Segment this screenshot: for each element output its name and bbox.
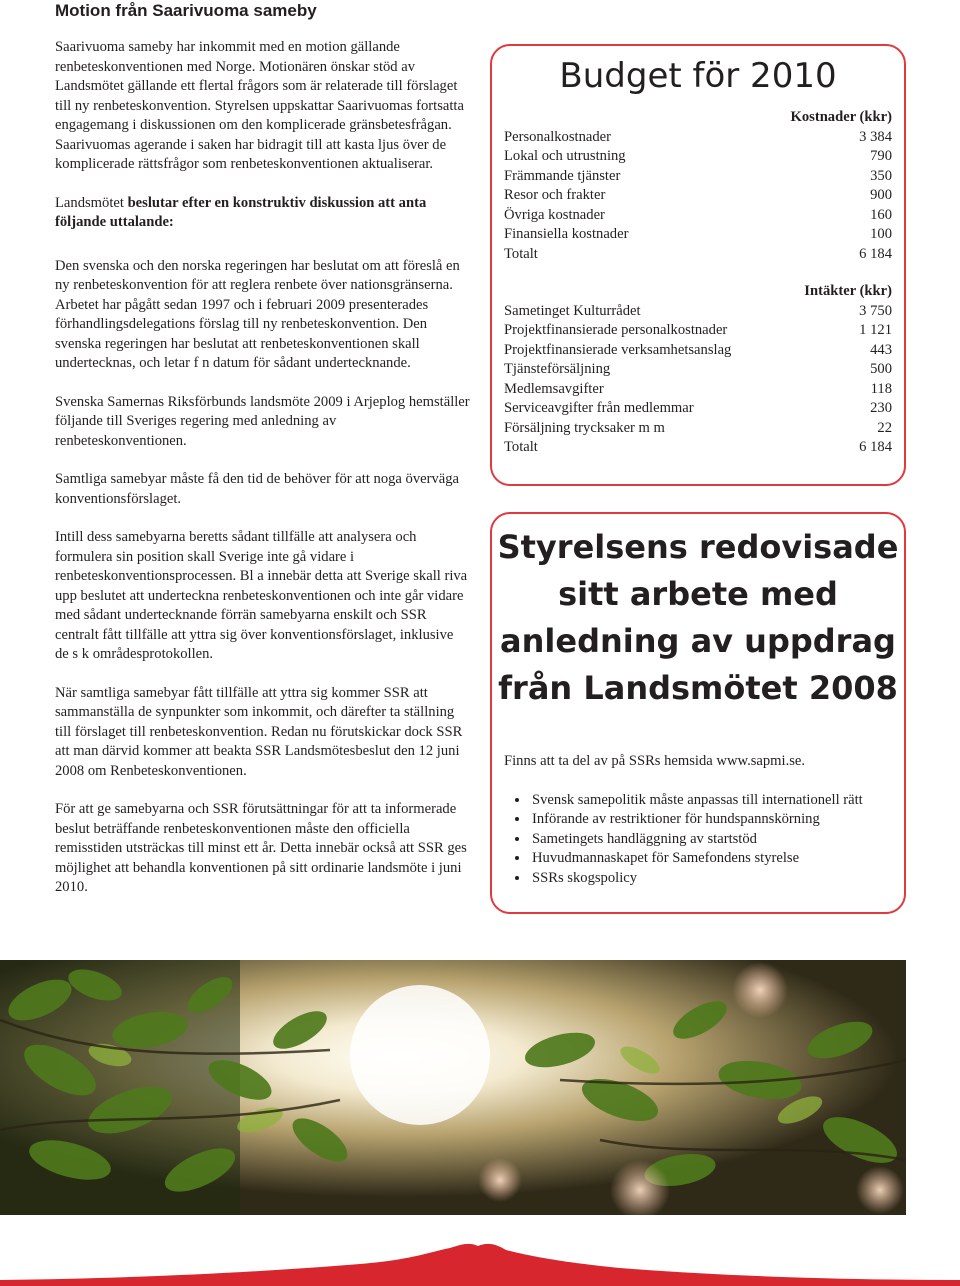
- income-row: [504, 321, 892, 341]
- page-heading: Motion från Saarivuoma sameby: [55, 1, 317, 20]
- styrelse-list: [504, 791, 892, 889]
- paragraph-request: Svenska Samernas Riksförbunds landsmöte 2009 i Arjeplog hemställer följande till Sveriges regering med anledning av renbeteskonventionen.: [55, 393, 470, 449]
- paragraph-motion: Saarivuoma sameby har inkommit med en motion gällande renbeteskonventionen med Norge. Motionären önskar stöd av Landsmötet gällande ett flertal frågors som är relaterade till förslaget till ny renbeteskonvention. Styrelsen uppskattar Saarivuomas fortsatta engagemang i diskussionen om den komplicerade gränsbetesfrågan. Saarivuomas agerande i saken har bidragit till att kasta ljus över de komplicerade rättsfrågor som renbeteskonventionen aktualiserar.: [55, 39, 464, 172]
- paragraph-time: Samtliga samebyar måste få den tid de behöver för att noga överväga konventionsförslaget.: [55, 471, 460, 507]
- paragraph-statement: Den svenska och den norska regeringen har beslutat om att föreslå en ny renbeteskonvention för att reglera renbete över nationsgränserna. Arbetet har pågått sedan 1997 och i februari 2009 presenterades förhandlingsdelegations förslag till ny renbeteskonvention. Den svenska regeringen har beslutat att renbeteskonventionen skall undertecknas, och letar f n datum för sådant undertecknande.: [55, 257, 460, 371]
- income-label: Projektfinansierade verksamhetsanslag: [504, 341, 732, 358]
- costs-row: [504, 147, 892, 167]
- mountain-logo-icon: [0, 1240, 960, 1286]
- list-item: • Sametingets handläggning av startstöd: [530, 830, 892, 850]
- costs-value: 900: [870, 187, 892, 203]
- income-row: [504, 419, 892, 439]
- income-label: Försäljning trycksaker m m: [504, 419, 665, 436]
- styrelse-intro: Finns att ta del av på SSRs hemsida www.sapmi.se.: [504, 753, 806, 769]
- costs-value: 350: [870, 167, 892, 184]
- styrelse-box: [490, 512, 906, 914]
- costs-value: 6 184: [859, 245, 892, 262]
- income-row: [504, 399, 892, 419]
- income-value: 230: [870, 400, 892, 416]
- costs-value: 100: [870, 226, 892, 242]
- income-header: Intäkter (kkr): [804, 283, 892, 299]
- paragraph-remiss: För att ge samebyarna och SSR förutsättningar för att ta informerade beslut beträffande renbeteskonventionen måste den officiella remisstiden utsträckas till minst ett år. Detta innebär också att SSR ges möjlighet att behandla konventionen på sitt ordinarie landsmöte i juni 2010.: [55, 801, 467, 895]
- costs-value: 160: [870, 206, 892, 223]
- styrelse-body: [504, 752, 892, 888]
- costs-row: [504, 245, 892, 265]
- income-label: Sametinget Kulturrådet: [504, 302, 641, 319]
- costs-table: [504, 108, 892, 264]
- income-value: 1 121: [859, 322, 892, 338]
- costs-label: Övriga kostnader: [504, 206, 605, 223]
- costs-label: Resor och frakter: [504, 187, 606, 203]
- left-column: [55, 38, 470, 917]
- sunlit-leaves-photo: [0, 960, 906, 1215]
- paragraph-decision: Landsmötet beslutar efter en konstruktiv diskussion att anta följande uttalande:: [55, 194, 427, 230]
- costs-row: [504, 206, 892, 226]
- costs-label: Personalkostnader: [504, 128, 611, 145]
- costs-label: Finansiella kostnader: [504, 226, 629, 242]
- budget-title: Budget för 2010: [559, 56, 837, 96]
- costs-label: Totalt: [504, 245, 538, 262]
- paragraph-process: Intill dess samebyarna beretts sådant tillfälle att analysera och formulera sin position skall Sverige inte gå vidare i renbeteskonventionsprocessen. Bl a innebär detta att Sverige skall riva upp beslutet att underteckna renbeteskonventionen och inte går vidare med sådant undertecknande förrän samebyarna enskilt och SSR centralt fått tillfälle att yttra sig över konventionsförslaget, inklusive de s k områdesprotokollen.: [55, 529, 468, 662]
- costs-value: 790: [870, 148, 892, 164]
- income-value: 443: [870, 341, 892, 358]
- income-label: Medlemsavgifter: [504, 380, 604, 397]
- list-item: • Huvudmannaskapet för Samefondens styrelse: [530, 849, 892, 869]
- income-label: Totalt: [504, 439, 538, 455]
- costs-row: [504, 128, 892, 148]
- costs-header: Kostnader (kkr): [790, 109, 892, 125]
- costs-row: [504, 225, 892, 245]
- income-value: 6 184: [859, 439, 892, 455]
- paragraph-compile: När samtliga samebyar fått tillfälle att yttra sig kommer SSR att sammanställa de synpunkter som inkommit, och därefter ta ställning till förslaget till renbeteskonvention. Redan nu förutskickar dock SSR att man därvid kommer att beakta SSR Landsmötesbeslut den 12 juni 2008 om Renbeteskonventionen.: [55, 684, 463, 779]
- income-row: [504, 438, 892, 458]
- list-item: • SSRs skogspolicy: [530, 869, 892, 889]
- costs-row: [504, 167, 892, 187]
- income-label: Tjänsteförsäljning: [504, 361, 611, 377]
- income-value: 118: [870, 380, 892, 397]
- income-row: [504, 380, 892, 400]
- costs-label: Lokal och utrustning: [504, 148, 626, 164]
- income-value: 22: [877, 419, 892, 436]
- costs-label: Främmande tjänster: [504, 167, 621, 184]
- income-label: Projektfinansierade personalkostnader: [504, 322, 728, 338]
- income-row: [504, 341, 892, 361]
- income-row: [504, 360, 892, 380]
- costs-value: 3 384: [859, 128, 892, 145]
- income-value: 3 750: [859, 302, 892, 319]
- costs-row: [504, 186, 892, 206]
- styrelse-title: Styrelsens redovisade sitt arbete med anledning av uppdrag från Landsmötet 2008: [497, 528, 899, 707]
- income-row: [504, 302, 892, 322]
- list-item: • Införande av restriktioner för hundspannskörning: [530, 810, 892, 830]
- budget-box: [490, 44, 906, 486]
- income-value: 500: [870, 361, 892, 377]
- list-item: • Svensk samepolitik måste anpassas till internationell rätt: [530, 791, 892, 811]
- income-table: [504, 282, 892, 458]
- income-label: Serviceavgifter från medlemmar: [504, 400, 694, 416]
